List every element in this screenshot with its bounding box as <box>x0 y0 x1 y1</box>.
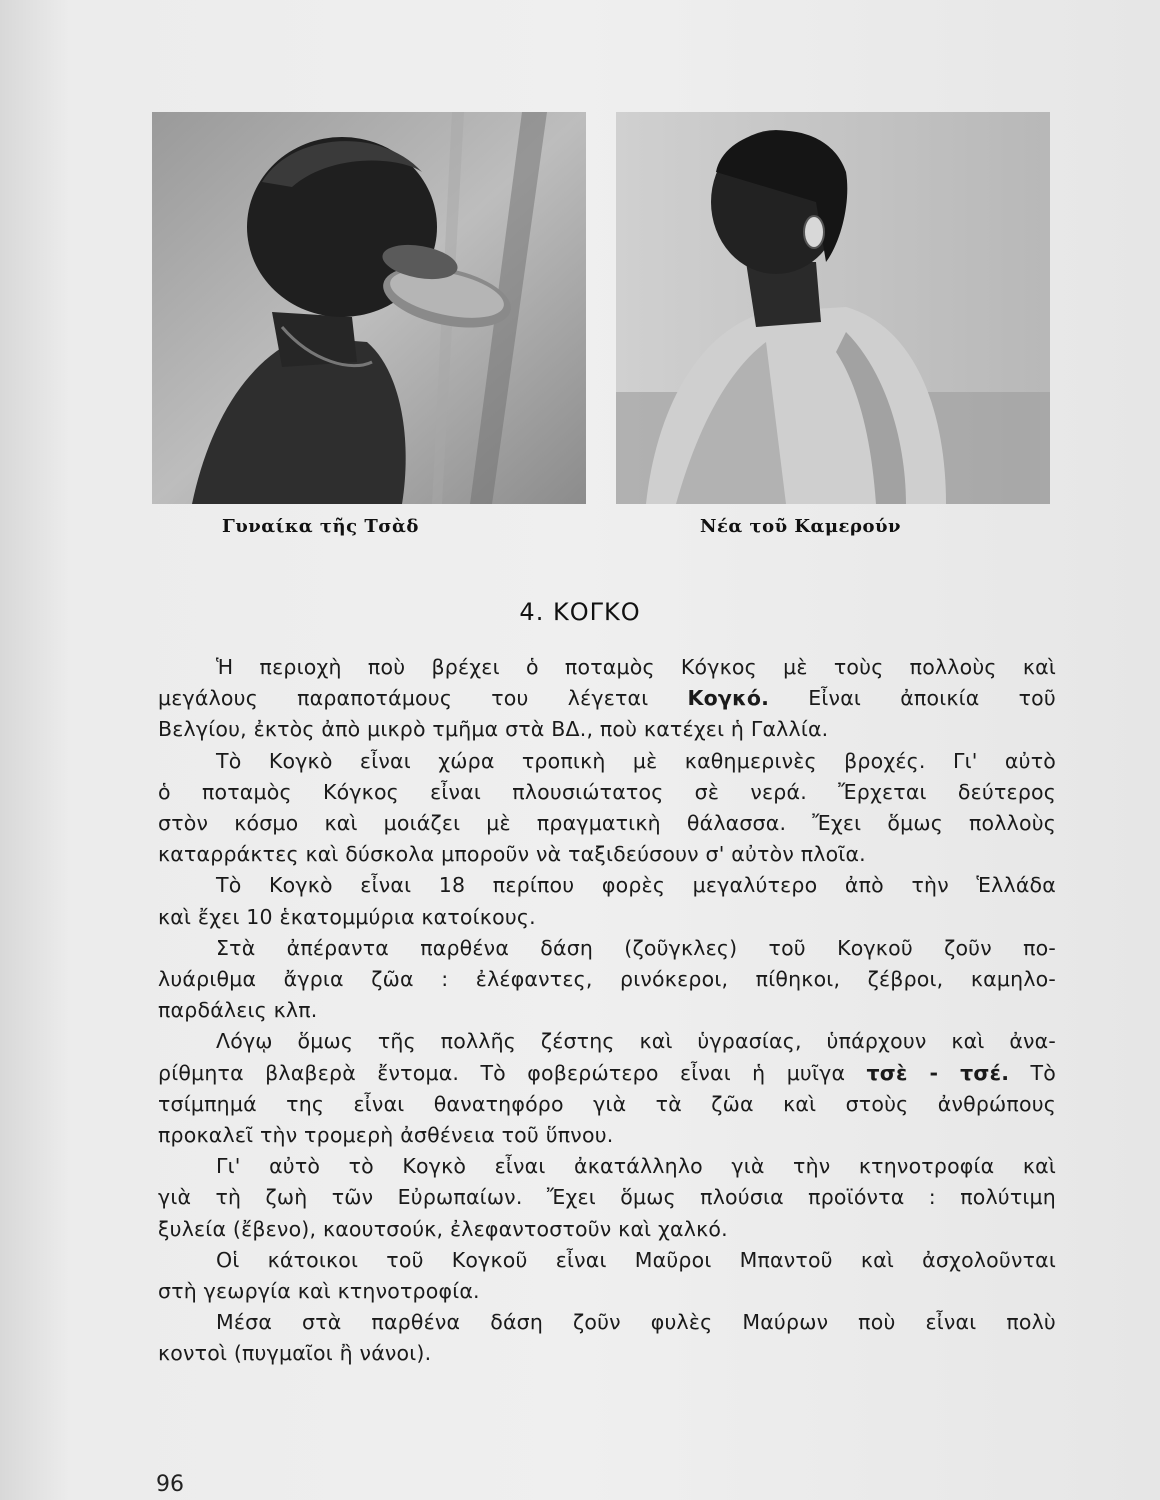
section-heading: 4. ΚΟΓΚΟ <box>519 598 641 626</box>
paragraph-line: Οἱ κάτοικοι τοῦ Κογκοῦ εἶναι Μαῦροι Μπαντοῦ καὶ ἀσχολοῦνται <box>216 1247 1056 1272</box>
paragraph-line: Τὸ Κογκὸ εἶναι χώρα τροπικὴ μὲ καθημερινὲς βροχές. Γι' αὐτὸ <box>216 748 1056 773</box>
paragraph-line: Τὸ Κογκὸ εἶναι 18 περίπου φορὲς μεγαλύτερο ἀπὸ τὴν Ἑλλάδα <box>216 873 1056 898</box>
paragraph-line: Στὰ ἀπέραντα παρθένα δάση (ζοῦγκλες) τοῦ Κογκοῦ ζοῦν πο- <box>216 935 1056 960</box>
paragraph-line: Λόγῳ ὅμως τῆς πολλῆς ζέστης καὶ ὑγρασίας, ὑπάρχουν καὶ ἀνα- <box>216 1029 1056 1054</box>
paragraph-line: τσίμπημά της εἶναι θανατηφόρο γιὰ τὰ ζῶα καὶ στοὺς ἀνθρώπους <box>158 1091 1056 1116</box>
paragraph-line: στὸν κόσμο καὶ μοιάζει μὲ πραγματικὴ θάλασσα. Ἔχει ὅμως πολλοὺς <box>158 811 1056 836</box>
paragraph-line: ξυλεία (ἔβενο), καουτσούκ, ἐλεφαντοστοῦν καὶ χαλκό. <box>158 1216 728 1241</box>
paragraph-line: Ἡ περιοχὴ ποὺ βρέχει ὁ ποταμὸς Κόγκος μὲ τοὺς πολλοὺς καὶ <box>216 655 1056 679</box>
paragraph-line: μεγάλους παραποτάμους του λέγεται Κογκό. Εἶναι ἀποικία τοῦ <box>158 686 1056 711</box>
cameroon-woman-photo <box>616 112 1050 504</box>
paragraph-line: καὶ ἔχει 10 ἑκατομμύρια κατοίκους. <box>158 904 536 929</box>
body-text <box>158 652 1056 1370</box>
paragraph-line: ὁ ποταμὸς Κόγκος εἶναι πλουσιώτατος σὲ νερά. Ἔρχεται δεύτερος <box>158 779 1056 804</box>
paragraph-line: παρδάλεις κλπ. <box>158 998 318 1023</box>
paragraph-line: γιὰ τὴ ζωὴ τῶν Εὐρωπαίων. Ἔχει ὅμως πλούσια προϊόντα : πολύτιμη <box>158 1185 1056 1210</box>
bold-term: τσὲ - τσέ. <box>866 1060 1010 1085</box>
paragraph-line: λυάριθμα ἄγρια ζῶα : ἐλέφαντες, ρινόκεροι, πίθηκοι, ζέβροι, καμηλο- <box>158 967 1056 992</box>
bold-term: Κογκό. <box>687 686 770 711</box>
paragraph-line: Γι' αὐτὸ τὸ Κογκὸ εἶναι ἀκατάλληλο γιὰ τὴν κτηνοτροφία καὶ <box>216 1154 1056 1179</box>
chad-woman-photo <box>152 112 586 504</box>
paragraph-line: προκαλεῖ τὴν τρομερὴ ἀσθένεια τοῦ ὕπνου. <box>158 1123 614 1148</box>
figure-caption-left: Γυναίκα τῆς Τσὰδ <box>222 516 419 537</box>
page-number: 96 <box>156 1472 184 1497</box>
figure-caption-right: Νέα τοῦ Καμερούν <box>700 516 901 537</box>
paragraph-line: ρίθμητα βλαβερὰ ἔντομα. Τὸ φοβερώτερο εἶναι ἡ μυῖγα τσὲ - τσέ. Τὸ <box>158 1060 1056 1085</box>
paragraph-line: καταρράκτες καὶ δύσκολα μποροῦν νὰ ταξιδεύσουν σ' αὐτὸν πλοῖα. <box>158 842 866 867</box>
paragraph-line: Βελγίου, ἐκτὸς ἀπὸ μικρὸ τμῆμα στὰ ΒΔ., ποὺ κατέχει ἡ Γαλλία. <box>158 717 829 742</box>
paragraph-line: Μέσα στὰ παρθένα δάση ζοῦν φυλὲς Μαύρων ποὺ εἶναι πολὺ <box>216 1310 1056 1335</box>
paragraph-line: στὴ γεωργία καὶ κτηνοτροφία. <box>158 1279 480 1304</box>
paragraph-line: κοντοὶ (πυγμαῖοι ἢ νάνοι). <box>158 1341 432 1366</box>
